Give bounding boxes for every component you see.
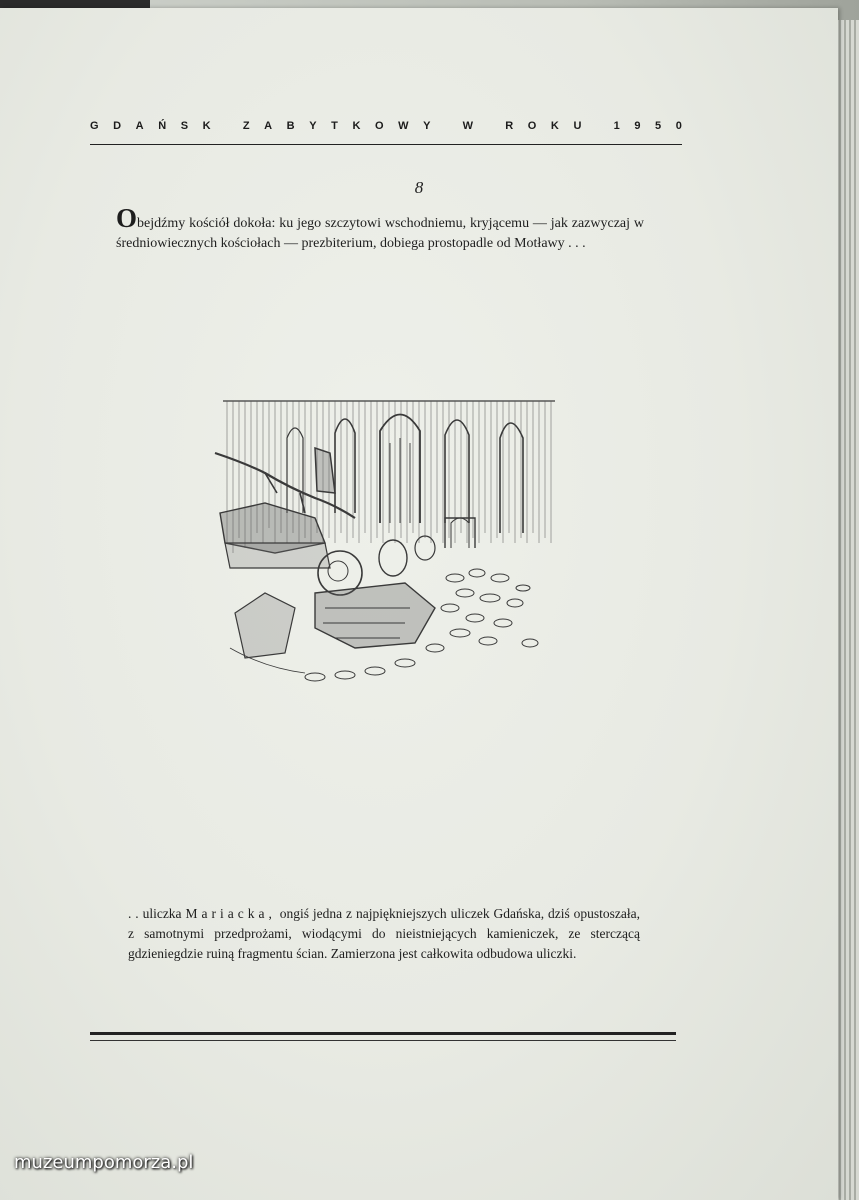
page-number: 8 (414, 178, 424, 197)
header-letter: W (398, 120, 409, 132)
header-letter: K (202, 120, 211, 132)
caption-street-name: Mariacka, (185, 906, 276, 921)
header-letter: D (113, 120, 122, 132)
header-letter: A (264, 120, 273, 132)
church-street-illustration (205, 393, 565, 688)
header-letter: U (573, 120, 582, 132)
watermark: muzeumpomorza.pl (14, 1152, 194, 1173)
header-letter: S (180, 120, 189, 132)
header-letter: W (462, 120, 474, 132)
bottom-rule (90, 1032, 676, 1041)
caption-text: ongiś jedna z najpiękniejszych uliczek Gdańska, dziś opustoszała, z samotnymi przedprożami, wiodącymi do nieistniejących kamieniczek, ze sterczącą gdzieniegdzie ruiną fragmentu ścian. Zamierzona jest całkowita odbudowa uliczki. (128, 906, 641, 961)
header-letter (445, 120, 448, 132)
header-letter: Y (423, 120, 431, 132)
header-rule (90, 144, 682, 145)
header-letter: O (374, 120, 384, 132)
header-letter: Y (309, 120, 317, 132)
header-letter: K (550, 120, 559, 132)
header-letter (596, 120, 599, 132)
header-letter: T (331, 120, 338, 132)
book-page (0, 8, 838, 1200)
paragraph-intro-text: bejdźmy kościół dokoła: ku jego szczytowi wschodniemu, kryjącemu — jak zazwyczaj w średniowiecznych kościołach — prezbiterium, dobiega prostopadle od Motławy . . . (116, 216, 644, 251)
header-letter (225, 120, 228, 132)
drop-cap: O (116, 203, 138, 233)
caption-lead: . . uliczka (128, 906, 182, 921)
header-letter: Ń (158, 120, 167, 132)
header-letter: R (505, 120, 514, 132)
header-letter (488, 120, 491, 132)
header-letter: K (352, 120, 361, 132)
header-letter: 5 (655, 120, 662, 132)
header-letter: Z (242, 120, 250, 132)
header-letter: B (286, 120, 295, 132)
header-letter: 9 (634, 120, 641, 132)
header-letter: G (90, 120, 99, 132)
running-header (90, 120, 682, 132)
paragraph-intro (116, 203, 644, 254)
paragraph-caption (128, 904, 640, 964)
header-letter: O (527, 120, 537, 132)
header-letter: A (135, 120, 144, 132)
header-letter: 1 (613, 120, 620, 132)
header-letter: 0 (675, 120, 682, 132)
